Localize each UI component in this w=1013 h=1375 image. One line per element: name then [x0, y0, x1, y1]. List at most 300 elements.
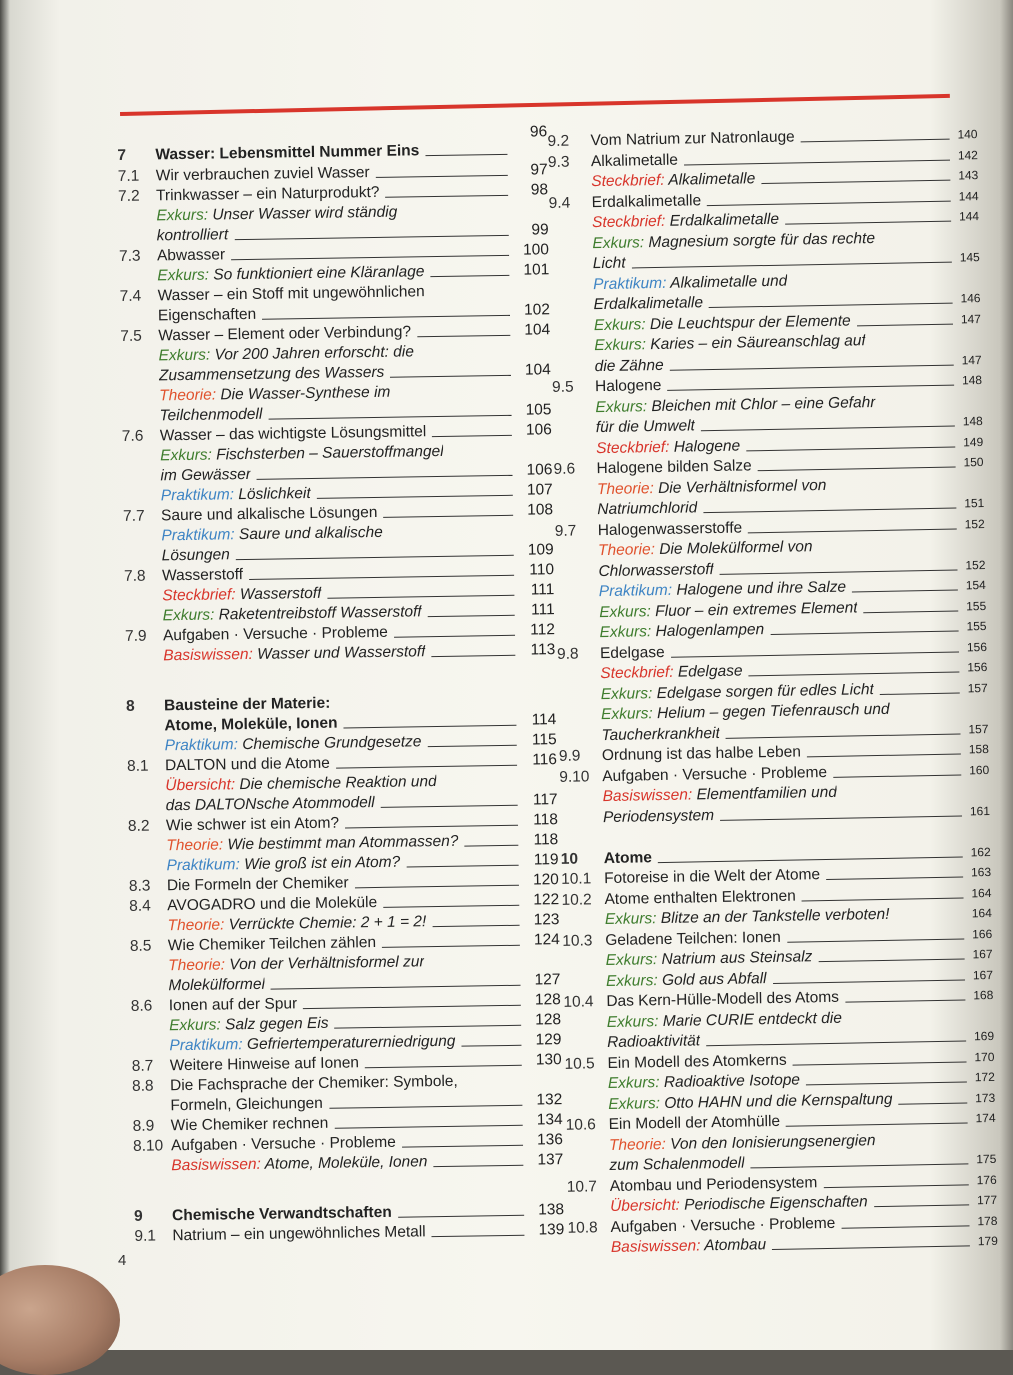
- entry-category: Praktikum: [166, 856, 235, 874]
- entry-text: Die Leuchtspur der Elemente: [650, 312, 851, 333]
- entry-text: Wasser und Wasserstoff: [257, 643, 426, 663]
- entry-text: Wasser – ein Stoff mit ungewöhnlichen: [158, 283, 425, 304]
- entry-text: Atome, Moleküle, Ionen: [164, 715, 337, 735]
- section-number: 9.2: [547, 132, 590, 151]
- category-separator: :: [647, 623, 656, 640]
- page-ref: 168: [971, 986, 993, 1004]
- entry-text: Chlorwasserstoff: [598, 561, 714, 580]
- category-separator: :: [219, 836, 228, 853]
- leader-line: [746, 447, 955, 452]
- entry-text: Von der Verhältnisformel zur: [229, 953, 425, 973]
- entry-text: Die Fachsprache der Chemiker: Symbole,: [170, 1073, 458, 1095]
- entry-title: [608, 1113, 780, 1134]
- entry-text: Chemische Verwandtschaften: [172, 1204, 392, 1224]
- leader-line: [720, 815, 962, 820]
- leader-line: [428, 745, 517, 747]
- entry-title: [591, 170, 755, 191]
- page-ref: 157: [966, 720, 988, 738]
- entry-text: Periodische Eigenschaften: [684, 1193, 868, 1213]
- entry-category: Exkurs: [599, 603, 647, 621]
- entry-text: Halogenwasserstoffe: [598, 519, 743, 539]
- category-separator: :: [650, 541, 659, 558]
- leader-line: [334, 1125, 522, 1129]
- entry-text: Atome, Moleküle, Ionen: [265, 1153, 428, 1173]
- leader-line: [328, 595, 515, 599]
- category-separator: :: [640, 234, 649, 251]
- entry-text: Karies – ein Säureanschlag auf: [650, 332, 866, 353]
- section-number: 10.1: [561, 870, 604, 889]
- leader-line: [857, 324, 953, 327]
- page-ref: 152: [963, 556, 985, 574]
- section-number: 7.9: [125, 627, 163, 646]
- entry-text: Edelgase: [678, 662, 743, 680]
- section-number: 7.2: [118, 187, 156, 206]
- page-ref: 99: [515, 221, 549, 240]
- entry-text: AVOGADRO und die Moleküle: [167, 894, 377, 914]
- entry-text: Radioaktivität: [607, 1032, 700, 1051]
- page-ref: 104: [516, 321, 550, 340]
- page-ref: 143: [956, 166, 978, 184]
- section-number: 8.9: [133, 1117, 171, 1136]
- entry-text: Geladene Teilchen: Ionen: [605, 929, 781, 949]
- entry-text: Das Kern-Hülle-Modell des Atoms: [606, 989, 839, 1010]
- page-ref: 120: [525, 871, 559, 890]
- leader-line: [864, 611, 959, 614]
- category-separator: :: [696, 1237, 704, 1254]
- entry-text: Die Molekülformel von: [659, 538, 813, 558]
- page-ref: 172: [973, 1068, 995, 1086]
- page-ref: 170: [972, 1048, 994, 1066]
- entry-title: [600, 662, 742, 683]
- category-separator: :: [230, 486, 239, 503]
- entry-text: Halogenlampen: [655, 621, 764, 640]
- category-separator: :: [653, 972, 662, 989]
- entry-category: Theorie: [167, 916, 220, 934]
- entry-title: [162, 546, 230, 565]
- entry-text: Elementfamilien und: [696, 784, 837, 804]
- leader-line: [806, 1081, 967, 1085]
- page-number: 4: [118, 1252, 126, 1269]
- entry-text: Marie CURIE entdeckt die: [663, 1010, 842, 1030]
- page-ref: 118: [524, 831, 558, 850]
- leader-line: [882, 1144, 968, 1146]
- leader-line: [432, 655, 516, 657]
- entry-title: [171, 1153, 427, 1175]
- entry-text: Fischsterben – Sauerstoffmangel: [216, 443, 444, 464]
- section-number: 8: [126, 697, 164, 716]
- entry-category: Exkurs: [605, 951, 653, 969]
- thumb: [0, 1265, 120, 1375]
- leader-line: [249, 575, 514, 580]
- section-number: 8.3: [129, 877, 167, 896]
- entry-text: Erdalkalimetalle: [669, 211, 779, 230]
- leader-line: [701, 426, 955, 432]
- category-separator: :: [642, 336, 651, 353]
- entry-text: DALTON und die Atome: [165, 755, 330, 775]
- page-ref: 157: [966, 679, 988, 697]
- entry-category: Exkurs: [608, 1095, 656, 1113]
- page-ref: 158: [967, 740, 989, 758]
- leader-line: [383, 515, 513, 518]
- entry-category: Exkurs: [158, 347, 206, 365]
- leader-line: [231, 255, 509, 260]
- entry-category: Exkurs: [605, 910, 653, 928]
- leader-line: [833, 489, 957, 491]
- category-separator: :: [207, 446, 216, 463]
- entry-title: [592, 211, 779, 232]
- page-ref: 111: [521, 601, 555, 620]
- entry-category: Exkurs: [592, 234, 640, 252]
- leader-line: [826, 876, 963, 880]
- page-ref: 177: [975, 1191, 997, 1209]
- category-separator: :: [235, 856, 244, 873]
- leader-line: [464, 1086, 522, 1087]
- entry-title: [157, 246, 225, 265]
- entry-category: Praktikum: [161, 486, 230, 504]
- category-separator: :: [655, 1095, 664, 1112]
- leader-line: [773, 979, 965, 984]
- section-number: 10.7: [567, 1178, 610, 1197]
- page-ref: 169: [972, 1027, 994, 1045]
- category-separator: :: [230, 526, 239, 543]
- page-ref: 130: [528, 1051, 562, 1070]
- entry-text: Raketentreibstoff Wasserstoff: [219, 603, 422, 623]
- leader-line: [394, 635, 515, 638]
- entry-text: Verrückte Chemie: 2 + 1 = 2!: [229, 913, 427, 933]
- leader-line: [386, 195, 509, 198]
- page-ref: 156: [965, 658, 987, 676]
- entry-text: Natrium – ein ungewöhnliches Metall: [172, 1223, 426, 1244]
- category-separator: :: [661, 213, 670, 230]
- entry-text: Aufgaben · Versuche · Probleme: [602, 764, 827, 785]
- leader-line: [234, 235, 508, 240]
- entry-text: Atome: [604, 849, 653, 867]
- entry-text: Von den Ionisierungsenergien: [670, 1132, 876, 1153]
- entry-text: Helium – gegen Tiefenrausch und: [657, 701, 890, 722]
- entry-text: kontrolliert: [157, 226, 229, 244]
- page-ref: 150: [961, 453, 983, 471]
- leader-line: [785, 221, 951, 225]
- page-ref: 146: [958, 289, 980, 307]
- leader-line: [381, 805, 518, 808]
- page-ref: 132: [528, 1091, 562, 1110]
- leader-line: [355, 885, 519, 889]
- entry-category: Exkurs: [599, 623, 647, 641]
- page-ref: 139: [530, 1221, 564, 1240]
- entry-text: Wasserstoff: [162, 566, 243, 584]
- page-ref: 128: [527, 1011, 561, 1030]
- entry-category: Exkurs: [163, 607, 211, 625]
- category-separator: :: [688, 786, 697, 803]
- entry-text: im Gewässer: [160, 466, 251, 484]
- entry-category: Übersicht: [610, 1197, 676, 1215]
- page-ref: 156: [965, 638, 987, 656]
- leader-line: [758, 467, 956, 472]
- entry-category: Theorie: [166, 836, 219, 854]
- entry-title: [607, 1032, 700, 1052]
- section-number: 7.7: [123, 507, 161, 526]
- entry-title: [591, 152, 678, 172]
- entry-text: Atombau und Periodensystem: [610, 1174, 818, 1195]
- leader-line: [802, 897, 964, 901]
- entry-text: Die chemische Reaktion und: [239, 773, 437, 793]
- entry-category: Exkurs: [594, 336, 642, 354]
- entry-text: Abwasser: [157, 246, 225, 264]
- category-separator: :: [654, 1013, 663, 1030]
- entry-category: Basiswissen: [602, 787, 688, 806]
- entry-text: Atome enthalten Elektronen: [604, 888, 796, 909]
- entry-category: Exkurs: [601, 685, 649, 703]
- page-ref: 116: [523, 751, 557, 770]
- entry-text: Lösungen: [162, 546, 230, 564]
- entry-category: Theorie: [159, 387, 212, 405]
- entry-text: Ein Modell des Atomkerns: [607, 1052, 786, 1072]
- entry-text: So funktioniert eine Kläranlage: [213, 263, 424, 283]
- page-ref: 110: [520, 561, 554, 580]
- page-ref: 105: [517, 401, 551, 420]
- page-ref: 149: [961, 433, 983, 451]
- entry-title: [170, 1095, 323, 1115]
- section-number: 10: [561, 850, 604, 869]
- category-separator: :: [221, 956, 230, 973]
- leader-line: [317, 495, 513, 499]
- category-separator: :: [662, 275, 670, 292]
- category-separator: :: [204, 206, 213, 223]
- leader-line: [376, 175, 508, 178]
- entry-category: Theorie: [609, 1136, 662, 1154]
- page-ref: 122: [525, 891, 559, 910]
- page-ref: 113: [521, 641, 555, 660]
- page-ref: 151: [962, 494, 984, 512]
- entry-text: Löslichkeit: [238, 485, 311, 503]
- entry-title: [602, 743, 801, 765]
- leader-line: [402, 1145, 523, 1148]
- page-ref: 134: [529, 1111, 563, 1130]
- page-ref: 175: [974, 1150, 996, 1168]
- entry-category: Basiswissen: [163, 646, 249, 664]
- leader-line: [807, 754, 961, 758]
- entry-text: Ein Modell der Atomhülle: [608, 1113, 780, 1133]
- category-separator: :: [216, 1016, 225, 1033]
- section-number: 10.5: [564, 1055, 607, 1074]
- page-ref: 107: [519, 481, 553, 500]
- page-ref: 129: [527, 1031, 561, 1050]
- entry-category: Theorie: [597, 480, 650, 498]
- category-separator: :: [256, 1156, 264, 1173]
- entry-title: [601, 725, 720, 745]
- entry-title: [590, 128, 794, 150]
- leader-line: [434, 1165, 524, 1167]
- page-ref: 173: [973, 1089, 995, 1107]
- page-ref: 96: [513, 123, 547, 142]
- entry-text: Formeln, Gleichungen: [170, 1095, 323, 1114]
- toc-column-right: [545, 0, 1000, 1350]
- entry-text: Die Verhältnisformel von: [658, 477, 827, 497]
- leader-line: [432, 925, 519, 927]
- entry-category: Steckbrief: [162, 586, 231, 604]
- entry-category: Steckbrief: [596, 439, 665, 457]
- section-number: 8.10: [133, 1137, 171, 1156]
- entry-title: [162, 566, 243, 585]
- leader-line: [787, 938, 964, 942]
- section-number: 9.7: [555, 522, 598, 541]
- entry-title: [160, 466, 251, 485]
- entry-text: Magnesium sorgte für das rechte: [648, 230, 875, 251]
- entry-text: Gold aus Abfall: [662, 970, 767, 989]
- entry-category: Steckbrief: [591, 172, 660, 190]
- category-separator: :: [668, 582, 677, 599]
- leader-line: [389, 536, 514, 538]
- leader-line: [406, 865, 518, 868]
- entry-text: Edelgase sorgen für edles Licht: [657, 681, 874, 702]
- leader-line: [720, 570, 958, 575]
- leader-line: [383, 905, 519, 908]
- entry-text: für die Umwelt: [596, 417, 695, 436]
- leader-line: [793, 1061, 967, 1065]
- leader-line: [703, 508, 956, 514]
- section-number: 10.4: [563, 993, 606, 1012]
- section-number: 10.6: [565, 1116, 608, 1135]
- category-separator: :: [653, 951, 662, 968]
- page-ref: 117: [523, 791, 557, 810]
- page-ref: 136: [529, 1131, 563, 1150]
- page-ref: 106: [518, 421, 552, 440]
- page-ref: 179: [976, 1232, 998, 1250]
- entry-text: Wie bestimmt man Atommassen?: [227, 833, 458, 854]
- leader-line: [772, 1245, 970, 1250]
- leader-line: [786, 1122, 968, 1126]
- entry-text: Chemische Grundgesetze: [242, 733, 421, 753]
- entry-text: Licht: [593, 255, 626, 273]
- entry-text: Gefriertemperaturerniedrigung: [247, 1033, 456, 1053]
- page-ref: 167: [971, 966, 993, 984]
- category-separator: :: [665, 439, 674, 456]
- leader-line: [706, 1040, 966, 1046]
- entry-title: [161, 485, 311, 505]
- section-number: 10.2: [561, 891, 604, 910]
- entry-category: Exkurs: [156, 207, 204, 225]
- entry-category: Praktikum: [169, 1036, 238, 1054]
- page-ref: 144: [957, 207, 979, 225]
- leader-line: [420, 356, 511, 357]
- entry-text: Wie groß ist ein Atom?: [244, 854, 400, 873]
- entry-text: Bleichen mit Chlor – eine Gefahr: [651, 394, 875, 415]
- entry-title: [609, 1155, 745, 1175]
- leader-line: [899, 1102, 968, 1104]
- entry-title: [608, 1072, 800, 1094]
- section-number: [125, 665, 163, 666]
- entry-text: Erdalkalimetalle: [592, 192, 702, 211]
- section-number: 8.2: [128, 817, 166, 836]
- entry-text: Halogene: [674, 438, 741, 456]
- category-separator: :: [675, 1197, 684, 1214]
- section-number: [568, 1257, 611, 1258]
- entry-text: Edelgase: [600, 644, 665, 662]
- entry-category: Exkurs: [607, 1013, 655, 1031]
- entry-text: Fluor – ein extremes Element: [655, 599, 858, 620]
- leader-line: [874, 1204, 969, 1207]
- page-ref: 167: [970, 945, 992, 963]
- entry-text: Periodensystem: [603, 807, 714, 826]
- category-separator: :: [661, 1136, 670, 1153]
- entry-text: Natriumchlorid: [597, 499, 697, 518]
- leader-line: [882, 407, 955, 408]
- entry-category: Theorie: [598, 541, 651, 559]
- leader-line: [335, 1025, 522, 1029]
- entry-title: [600, 644, 665, 663]
- category-separator: :: [206, 346, 215, 363]
- leader-line: [465, 845, 519, 847]
- entry-text: Ionen auf der Spur: [169, 995, 298, 1014]
- section-number: 7.5: [120, 327, 158, 346]
- page-ref: 109: [520, 541, 554, 560]
- entry-text: Ordnung ist das halbe Leben: [602, 743, 801, 764]
- leader-line: [770, 631, 958, 635]
- entry-category: Exkurs: [594, 316, 642, 334]
- entry-text: Alkalimetalle: [668, 170, 755, 189]
- entry-title: [599, 621, 764, 642]
- entry-category: Exkurs: [606, 972, 654, 990]
- entry-title: [598, 561, 714, 581]
- entry-title: [172, 1223, 426, 1245]
- page-ref: 164: [970, 904, 992, 922]
- leader-line: [390, 375, 511, 378]
- section-number: [133, 1175, 171, 1176]
- section-number: [560, 827, 603, 828]
- entry-title: [596, 417, 695, 437]
- leader-line: [417, 335, 510, 337]
- category-separator: :: [205, 266, 214, 283]
- entry-category: Basiswissen: [611, 1237, 697, 1256]
- page-ref: 164: [969, 884, 991, 902]
- category-separator: :: [643, 398, 652, 415]
- section-number: 10.8: [567, 1219, 610, 1238]
- category-separator: :: [210, 606, 219, 623]
- leader-line: [432, 1235, 525, 1237]
- section-number: 7.3: [119, 247, 157, 266]
- leader-line: [432, 435, 512, 437]
- entry-text: Trinkwasser – ein Naturprodukt?: [156, 184, 380, 205]
- section-number: 9.1: [134, 1227, 172, 1246]
- page-ref: 147: [960, 351, 982, 369]
- page-ref: 119: [524, 851, 558, 870]
- entry-title: [158, 306, 257, 326]
- section-number: 8.4: [129, 897, 167, 916]
- page-ref: 174: [973, 1109, 995, 1127]
- toc-column-left: [115, 0, 566, 1350]
- leader-line: [707, 201, 951, 206]
- page-ref: 162: [969, 843, 991, 861]
- category-separator: :: [660, 172, 668, 189]
- entry-title: [593, 255, 626, 274]
- leader-line: [403, 216, 508, 218]
- category-separator: :: [648, 685, 657, 702]
- leader-line: [845, 999, 965, 1002]
- section-number: 9.6: [553, 460, 596, 479]
- leader-line: [709, 303, 953, 308]
- leader-line: [382, 945, 520, 948]
- entry-text: Alkalimetalle: [591, 152, 678, 171]
- page-ref: 106: [518, 461, 552, 480]
- entry-text: Wasser: Lebensmittel Nummer Eins: [155, 142, 419, 163]
- section-number: 7.6: [122, 427, 160, 446]
- entry-text: die Zähne: [595, 357, 664, 375]
- entry-text: Saure und alkalische: [239, 524, 383, 543]
- leader-line: [396, 396, 511, 398]
- entry-category: Praktikum: [593, 275, 662, 293]
- leader-line: [336, 706, 516, 709]
- entry-title: [169, 995, 298, 1015]
